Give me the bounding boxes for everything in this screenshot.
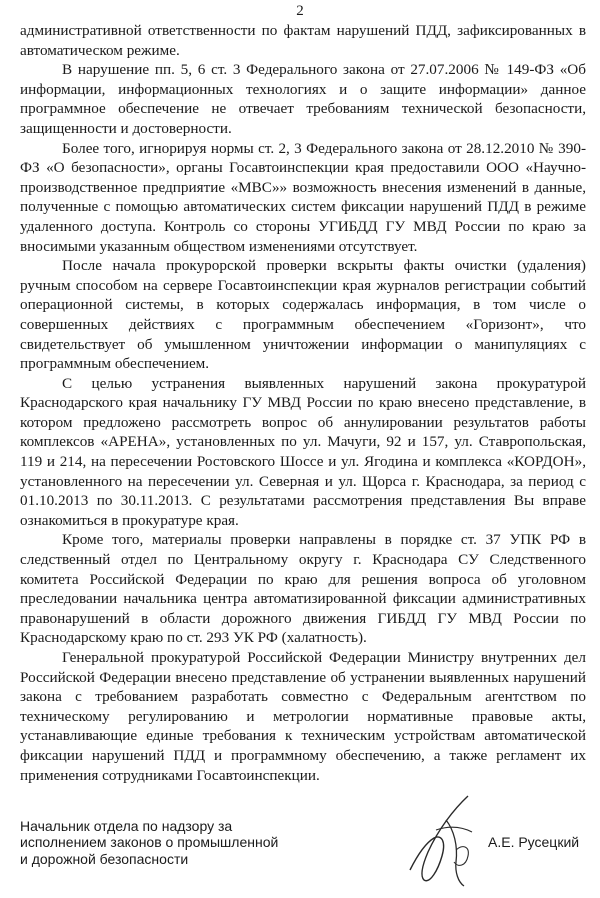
signer-name: А.Е. Русецкий [488,834,580,850]
paragraph-log-deletion: После начала прокурорской проверки вскрыты факты очистки (удаления) ручным способом на сервере Госавтоинспекции края журналов регистрации событий операционной системы, в которых содержалась информация, в том числе о совершенных действиях с программным обеспечением «Горизонт», что свидетельствует об умышленном уничтожении информации о манипуляциях с программным обеспечением. [20,257,586,373]
position-line: и дорожной безопасности [20,850,189,867]
page-number: 2 [296,3,304,19]
signatory-position [20,818,278,867]
position-line: Начальник отдела по надзору за [20,818,233,834]
paragraph-continuation: административной ответственности по фактам нарушений ПДД, зафиксированных в автоматическом режиме. [20,22,586,59]
paragraph-general-prosecutor: Генеральной прокуратурой Российской Федерации Министру внутренних дел Российской Федерации внесено представление об устранении выявленных нарушений закона с требованием разработать совместно с Федеральным агентством по техническому регулированию и метрологии нормативные правовые акты, устанавливающие единые требования к техническим устройствам автоматической фиксации нарушений ПДД и программному обеспечению, а также регламент их применения сотрудниками Госавтоинспекции. [20,649,586,784]
paragraph-violation-149fz: В нарушение пп. 5, 6 ст. 3 Федерального закона от 27.07.2006 № 149-ФЗ «Об информации, информационных технологиях и о защите информации» данное программное обеспечение не отвечает требованиям технической безопасности, защищенности и достоверности. [20,61,586,137]
position-line: исполнением законов о промышленной [20,834,279,851]
letter-body [20,21,586,785]
paragraph-representation: С целью устранения выявленных нарушений закона прокуратурой Краснодарского края начальнику ГУ МВД России по краю внесено представление, в котором предложено рассмотреть вопрос об аннулировании результатов работы комплексов «АРЕНА», установленных по ул. Мачуги, 92 и 157, ул. Ставропольская, 119 и 214, на пересечении Ростовского Шоссе и ул. Ягодина и комплекса «КОРДОН», установленного на пересечении ул. Северная и ул. Щорса г. Краснодара, за период с 01.10.2013 по 30.11.2013. С результатами рассмотрения представления Вы вправе ознакомиться в прокуратуре края. [20,374,586,529]
paragraph-criminal-referral: Кроме того, материалы проверки направлены в порядке ст. 37 УПК РФ в следственный отдел по Центральному округу г. Краснодара СУ Следственного комитета Российской Федерации по краю для решения вопроса об уголовном преследовании начальника центра автоматизированной фиксации административных правонарушений в области дорожного движения ГИБДД ГУ МВД России по Краснодарскому краю по ст. 293 УК РФ (халатность). [20,531,586,647]
handwritten-signature [398,790,488,890]
paragraph-violation-390fz: Более того, игнорируя нормы ст. 2, 3 Федерального закона от 28.12.2010 № 390-ФЗ «О безопасности», органы Госавтоинспекции края предоставили ООО «Научно-производственное предприятие «МВС»» возможность внесения изменений в данные, полученные с помощью автоматических систем фиксации нарушений ПДД в режиме удаленного доступа. Контроль со стороны УГИБДД ГУ МВД России по краю за вносимыми указанным обществом изменениями отсутствует. [20,139,586,255]
